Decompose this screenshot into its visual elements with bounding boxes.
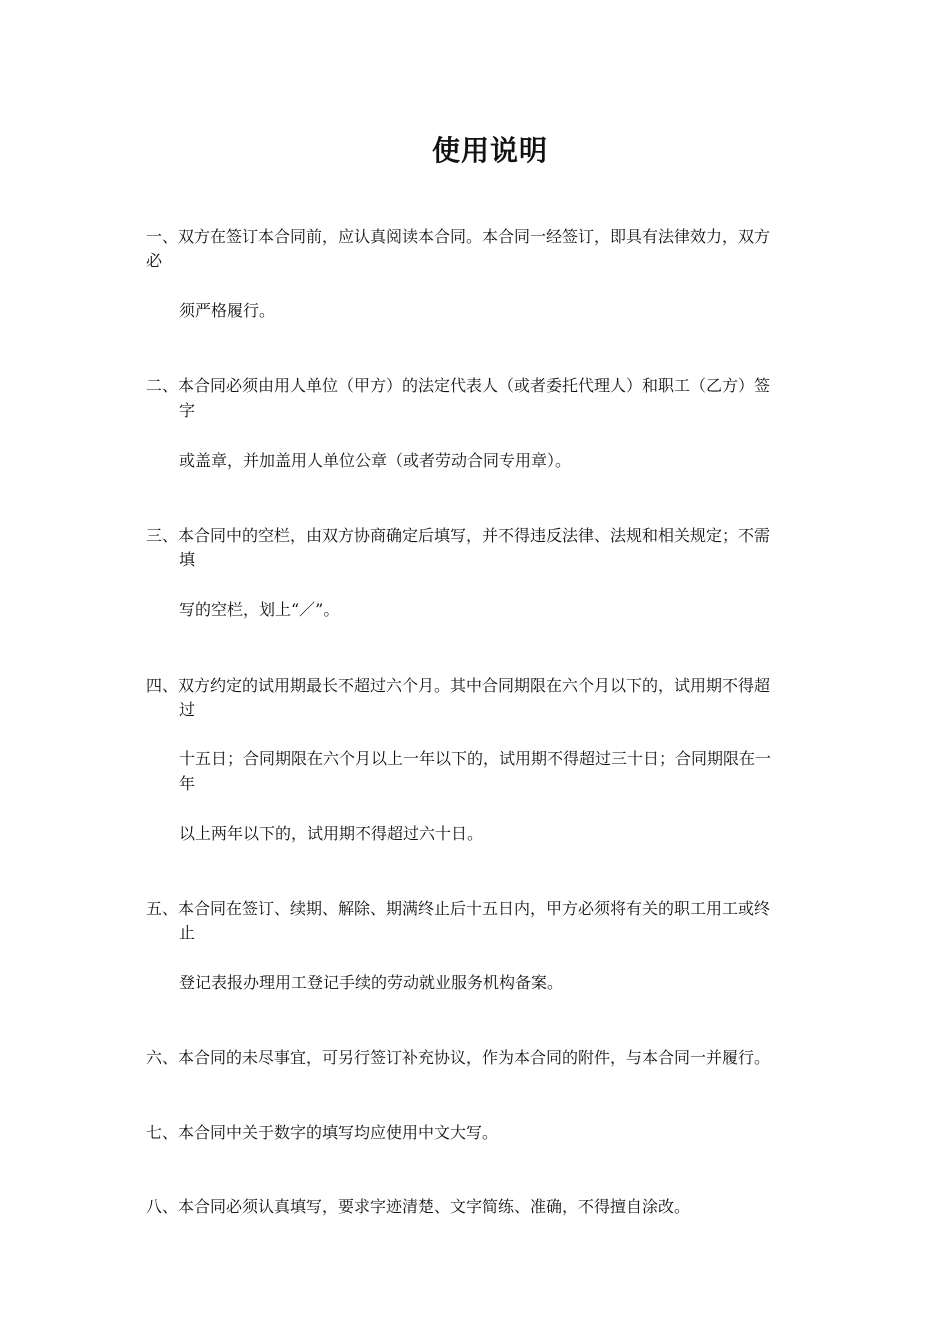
item-2-line-3: 或盖章，并加盖用人单位公章（或者劳动合同专用章）。 <box>179 451 572 470</box>
item-1-line-1: 一、双方在签订本合同前，应认真阅读本合同。本合同一经签订，即具有法律效力，双方 <box>146 227 771 246</box>
item-4-line-2: 过 <box>179 700 196 719</box>
item-4-line-5: 以上两年以下的，试用期不得超过六十日。 <box>179 824 484 843</box>
item-5-line-1: 五、本合同在签订、续期、解除、期满终止后十五日内，甲方必须将有关的职工用工或终 <box>146 899 771 918</box>
item-5-line-3: 登记表报办理用工登记手续的劳动就业服务机构备案。 <box>179 973 564 992</box>
item-3-line-2: 填 <box>179 550 196 569</box>
item-5-line-2: 止 <box>179 923 196 942</box>
item-6-line-1: 六、本合同的未尽事宜，可另行签订补充协议，作为本合同的附件，与本合同一并履行。 <box>146 1048 771 1067</box>
item-7-line-1: 七、本合同中关于数字的填写均应使用中文大写。 <box>146 1123 499 1142</box>
item-3-line-1: 三、本合同中的空栏，由双方协商确定后填写，并不得违反法律、法规和相关规定；不需 <box>146 526 771 545</box>
item-4-line-4: 年 <box>179 774 196 793</box>
item-1-line-2: 必 <box>146 251 163 270</box>
page-title: 使用说明 <box>431 134 548 167</box>
item-4-line-1: 四、双方约定的试用期最长不超过六个月。其中合同期限在六个月以下的，试用期不得超 <box>146 676 771 695</box>
item-4-line-3: 十五日；合同期限在六个月以上一年以下的，试用期不得超过三十日；合同期限在一 <box>179 749 772 768</box>
item-2-line-1: 二、本合同必须由用人单位（甲方）的法定代表人（或者委托代理人）和职工（乙方）签 <box>146 376 771 395</box>
item-8-line-1: 八、本合同必须认真填写，要求字迹清楚、文字简练、准确，不得擅自涂改。 <box>146 1197 691 1216</box>
item-2-line-2: 字 <box>179 401 196 420</box>
item-3-line-3: 写的空栏，划上“／”。 <box>179 600 340 619</box>
item-1-line-3: 须严格履行。 <box>179 301 276 320</box>
